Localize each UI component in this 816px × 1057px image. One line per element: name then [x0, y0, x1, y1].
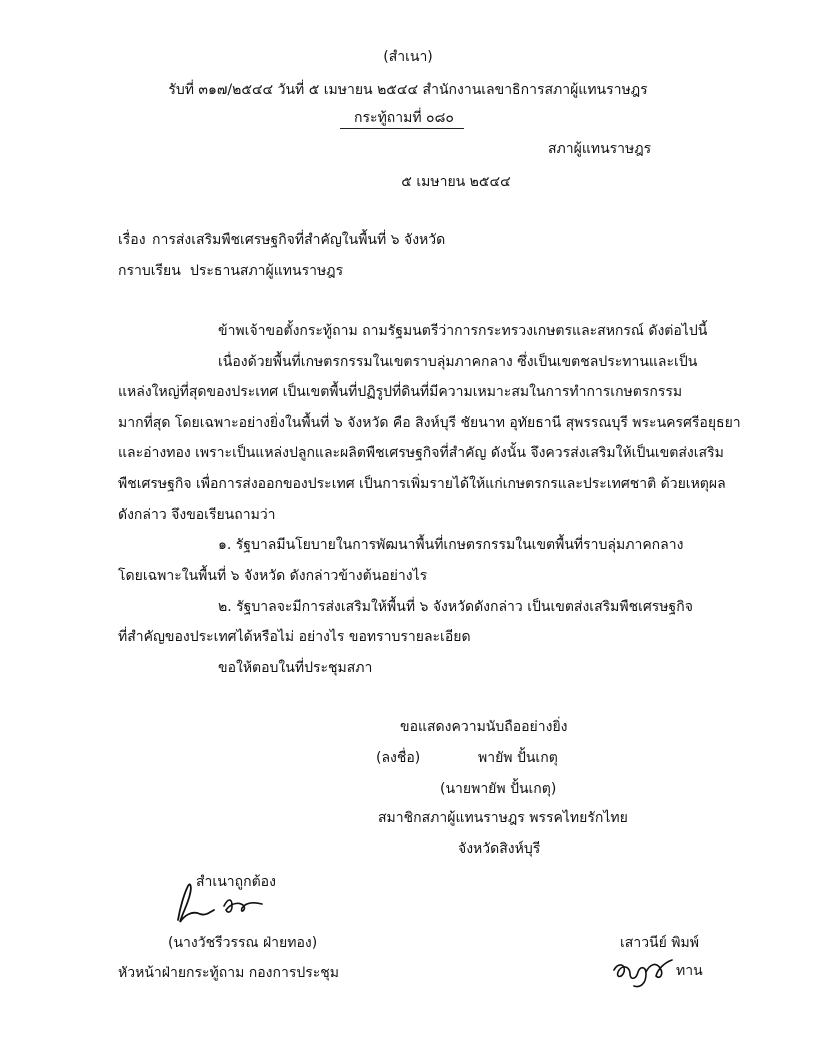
full-name: (นายพายัพ ปั้นเกตุ): [440, 781, 557, 797]
question-1-line: ๑. รัฐบาลมีนโยบายในการพัฒนาพื้นที่เกษตรกรรมในเขตพื้นที่ราบลุ่มภาคกลาง: [218, 537, 684, 553]
body-line: แหล่งใหญ่ที่สุดของประเทศ เป็นเขตพื้นที่ปฏิรูปที่ดินที่มีความเหมาะสมในการทำการเกษตรกรรม: [118, 384, 683, 400]
document-date: ๕ เมษายน ๒๕๔๔: [401, 174, 511, 190]
body-line: พืชเศรษฐกิจ เพื่อการส่งออกของประเทศ เป็นการเพิ่มรายได้ให้แก่เกษตรกรและประเทศชาติ ด้วยเหตุผล: [118, 476, 726, 492]
salutation-text: ประธานสภาผู้แทนราษฎร: [190, 263, 344, 279]
body-line: ดังกล่าว จึงขอเรียนถามว่า: [118, 507, 276, 523]
signed-label: (ลงชื่อ): [376, 750, 421, 766]
copy-mark: (สำเนา): [383, 49, 433, 65]
body-line: และอ่างทอง เพราะเป็นแหล่งปลูกและผลิตพืชเศรษฐกิจที่สำคัญ ดังนั้น จึงควรส่งเสริมให้เป็นเขตส่งเสริม: [118, 445, 724, 461]
receipt-line: รับที่ ๓๑๗/๒๕๔๔ วันที่ ๕ เมษายน ๒๕๔๔ สำนักงานเลขาธิการสภาผู้แทนราษฎร: [168, 82, 648, 98]
certified-copy-label: สำเนาถูกต้อง: [196, 874, 276, 890]
member-province: จังหวัดสิงห์บุรี: [458, 841, 541, 857]
subject-text: การส่งเสริมพืชเศรษฐกิจที่สำคัญในพื้นที่ ๖ จังหวัด: [152, 232, 446, 248]
body-line: เนื่องด้วยพื้นที่เกษตรกรรมในเขตราบลุ่มภาคกลาง ซึ่งเป็นเขตชลประทานและเป็น: [218, 354, 698, 370]
question-2-line: ๒. รัฐบาลจะมีการส่งเสริมให้พื้นที่ ๖ จังหวัดดังกล่าว เป็นเขตส่งเสริมพืชเศรษฐกิจ: [218, 599, 693, 615]
salutation-label: กราบเรียน: [118, 263, 181, 279]
member-position: สมาชิกสภาผู้แทนราษฎร พรรคไทยรักไทย: [378, 810, 628, 826]
house-name: สภาผู้แทนราษฎร: [548, 141, 652, 157]
intro-paragraph: ข้าพเจ้าขอตั้งกระทู้ถาม ถามรัฐมนตรีว่าการกระทรวงเกษตรและสหกรณ์ ดังต่อไปนี้: [218, 323, 708, 339]
question-number: กระทู้ถามที่ ๐๘๐: [354, 110, 454, 126]
certifier-title: หัวหน้าฝ่ายกระทู้ถาม กองการประชุม: [118, 965, 340, 981]
subject-label: เรื่อง: [118, 232, 146, 248]
regards: ขอแสดงความนับถืออย่างยิ่ง: [400, 719, 568, 735]
typed-by: เสาวนีย์ พิมพ์: [620, 935, 699, 951]
question-number-underline: [340, 128, 464, 129]
body-line: มากที่สุด โดยเฉพาะอย่างยิ่งในพื้นที่ ๖ จังหวัด คือ สิงห์บุรี ชัยนาท อุทัยธานี สุพรรณบุรี พระนครศรีอยุธยา: [118, 415, 741, 431]
answer-request: ขอให้ตอบในที่ประชุมสภา: [218, 660, 373, 676]
checker-initials: [612, 954, 674, 988]
checked-by: ทาน: [676, 963, 703, 979]
certifier-name: (นางวัชรีวรรณ ฝ่ายทอง): [168, 935, 318, 951]
certifier-signature: [170, 880, 270, 928]
question-2-line: ที่สำคัญของประเทศได้หรือไม่ อย่างไร ขอทราบรายละเอียด: [118, 629, 471, 645]
signed-name: พายัพ ปั้นเกตุ: [478, 750, 558, 766]
question-1-line: โดยเฉพาะในพื้นที่ ๖ จังหวัด ดังกล่าวข้างต้นอย่างไร: [118, 568, 428, 584]
